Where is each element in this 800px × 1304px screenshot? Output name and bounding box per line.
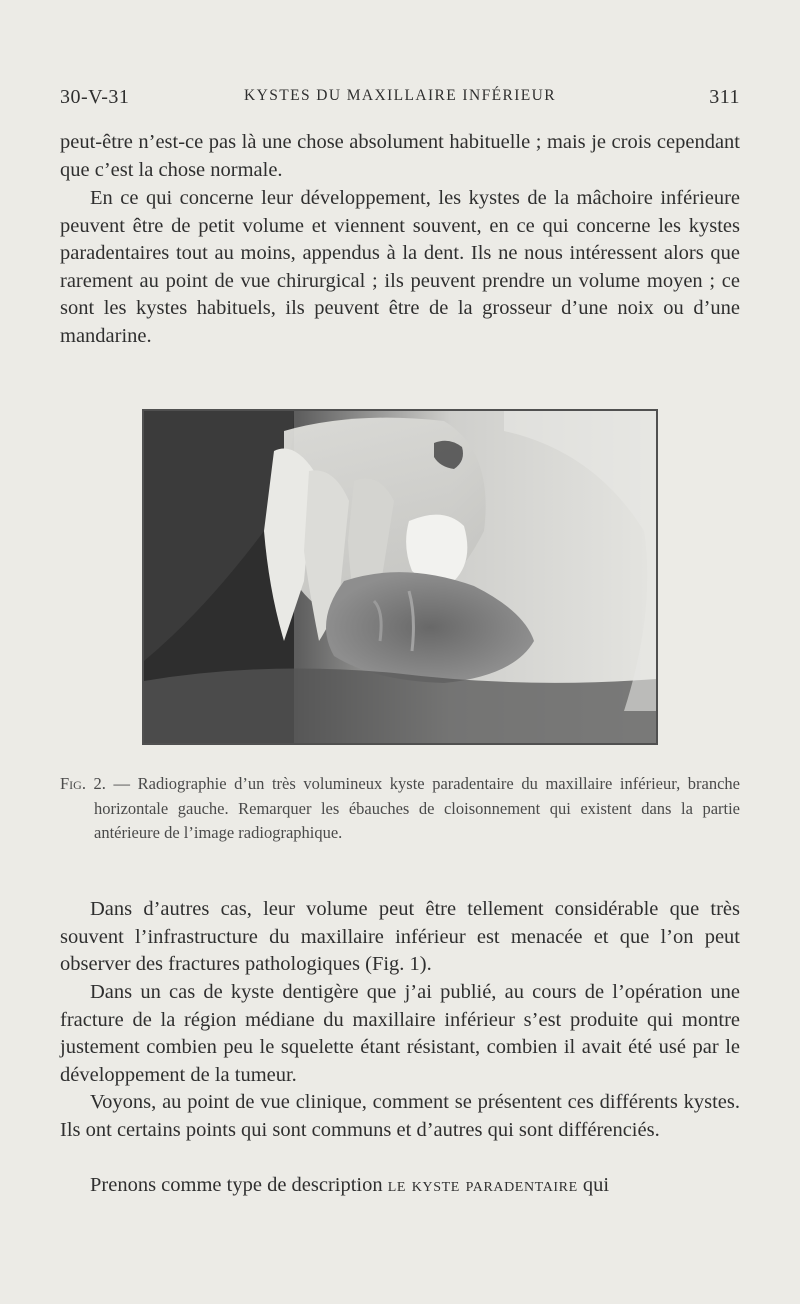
description-end: qui	[582, 1174, 610, 1196]
header-date: 30-V-31	[60, 86, 130, 108]
description-start: Prenons comme type de description	[90, 1174, 383, 1196]
figure-caption-text: — Radiographie d’un très volumineux kyste paradentaire du maxillaire inférieur, branche horizontale gauche. Remarquer les ébauches de cloisonnement qui existent dans la partie antérieure de l’image radiographique.	[94, 774, 740, 842]
paragraph-continuation: peut-être n’est-ce pas là une chose absolument habituelle ; mais je crois cependant que c’est la chose normale.	[60, 131, 740, 181]
paragraph-clinical: Voyons, au point de vue clinique, comment se présentent ces différents kystes. Ils ont certains points qui sont communs et d’autres qui sont différenciés.	[60, 1091, 740, 1141]
paragraph-description	[60, 1172, 740, 1200]
radiograph-image	[144, 411, 656, 743]
page-number: 311	[709, 86, 740, 108]
paragraph-development: En ce qui concerne leur développement, les kystes de la mâchoire inférieure peuvent être de petit volume et viennent souvent, en ce qui concerne les kystes paradentaires tout au moins, appendus à la dent. Ils ne nous intéressent alors que rarement au point de vue chirurgical ; ils peuvent prendre un volume moyen ; ce sont les kystes habituels, ils peuvent être de la grosseur d’une noix ou d’une mandarine.	[60, 187, 740, 347]
running-header	[60, 86, 740, 114]
radiograph-figure	[142, 409, 658, 745]
figure-label: Fig. 2.	[60, 774, 106, 793]
description-smallcaps: le kyste paradentaire	[387, 1174, 578, 1196]
header-title: KYSTES DU MAXILLAIRE INFÉRIEUR	[244, 87, 556, 104]
paragraph-case: Dans un cas de kyste dentigère que j’ai publié, au cours de l’opération une fracture de la région médiane du maxillaire inférieur s’est produite qui montre justement combien peu le squelette étant résistant, combien il avait été usé par le développement de la tumeur.	[60, 981, 740, 1086]
paragraph-volume: Dans d’autres cas, leur volume peut être tellement considérable que très souvent l’infrastructure du maxillaire inférieur est menacée et que l’on peut observer des fractures pathologiques (Fig. 1).	[60, 898, 740, 975]
figure-caption	[60, 772, 740, 846]
